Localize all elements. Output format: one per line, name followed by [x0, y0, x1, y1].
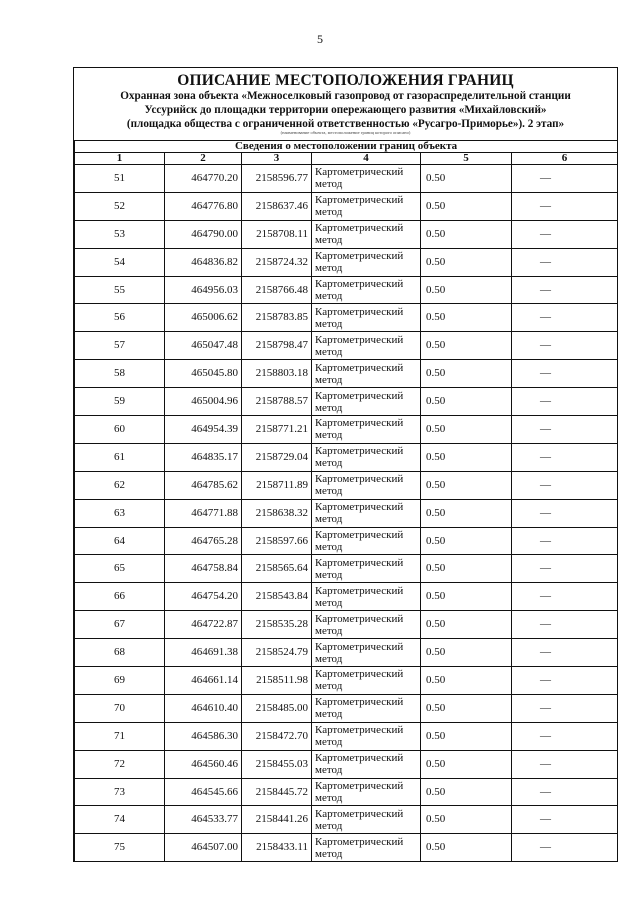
table-row — [75, 722, 618, 750]
point-number-cell: 62 — [75, 471, 165, 499]
method-cell: Картометрический метод — [312, 416, 421, 444]
y-coordinate-cell: 2158524.79 — [242, 639, 312, 667]
method-cell: Картометрический метод — [312, 443, 421, 471]
x-coordinate-cell: 464790.00 — [165, 220, 242, 248]
description-cell: — — [512, 388, 618, 416]
y-coordinate-cell: 2158535.28 — [242, 611, 312, 639]
table-row — [75, 304, 618, 332]
x-coordinate-cell: 464956.03 — [165, 276, 242, 304]
accuracy-cell: 0.50 — [421, 611, 512, 639]
table-row — [75, 192, 618, 220]
description-cell: — — [512, 583, 618, 611]
point-number-cell: 54 — [75, 248, 165, 276]
description-cell: — — [512, 443, 618, 471]
method-cell: Картометрический метод — [312, 360, 421, 388]
description-cell: — — [512, 471, 618, 499]
x-coordinate-cell: 464661.14 — [165, 667, 242, 695]
y-coordinate-cell: 2158441.26 — [242, 806, 312, 834]
accuracy-cell: 0.50 — [421, 583, 512, 611]
accuracy-cell: 0.50 — [421, 416, 512, 444]
description-cell: — — [512, 694, 618, 722]
accuracy-cell: 0.50 — [421, 471, 512, 499]
description-cell: — — [512, 667, 618, 695]
method-cell: Картометрический метод — [312, 248, 421, 276]
column-number-row — [75, 153, 618, 165]
accuracy-cell: 0.50 — [421, 667, 512, 695]
table-row — [75, 611, 618, 639]
method-cell: Картометрический метод — [312, 388, 421, 416]
point-number-cell: 51 — [75, 165, 165, 193]
accuracy-cell: 0.50 — [421, 360, 512, 388]
description-cell: — — [512, 639, 618, 667]
point-number-cell: 66 — [75, 583, 165, 611]
method-cell: Картометрический метод — [312, 471, 421, 499]
accuracy-cell: 0.50 — [421, 388, 512, 416]
table-row — [75, 220, 618, 248]
description-cell: — — [512, 722, 618, 750]
column-number: 2 — [165, 153, 242, 165]
method-cell: Картометрический метод — [312, 722, 421, 750]
y-coordinate-cell: 2158565.64 — [242, 555, 312, 583]
table-row — [75, 555, 618, 583]
method-cell: Картометрический метод — [312, 332, 421, 360]
x-coordinate-cell: 464785.62 — [165, 471, 242, 499]
x-coordinate-cell: 464771.88 — [165, 499, 242, 527]
document-header — [74, 68, 617, 140]
y-coordinate-cell: 2158803.18 — [242, 360, 312, 388]
accuracy-cell: 0.50 — [421, 834, 512, 862]
x-coordinate-cell: 464507.00 — [165, 834, 242, 862]
description-cell: — — [512, 304, 618, 332]
description-cell: — — [512, 192, 618, 220]
y-coordinate-cell: 2158433.11 — [242, 834, 312, 862]
column-number: 3 — [242, 153, 312, 165]
description-cell: — — [512, 276, 618, 304]
column-number: 1 — [75, 153, 165, 165]
table-row — [75, 750, 618, 778]
y-coordinate-cell: 2158472.70 — [242, 722, 312, 750]
y-coordinate-cell: 2158597.66 — [242, 527, 312, 555]
table-row — [75, 388, 618, 416]
table-row — [75, 248, 618, 276]
document-frame — [73, 67, 618, 862]
method-cell: Картометрический метод — [312, 527, 421, 555]
description-cell: — — [512, 220, 618, 248]
y-coordinate-cell: 2158511.98 — [242, 667, 312, 695]
y-coordinate-cell: 2158798.47 — [242, 332, 312, 360]
x-coordinate-cell: 464533.77 — [165, 806, 242, 834]
object-name-line-2: Уссурийск до площадки территории опережающего развития «Михайловский» — [144, 104, 547, 116]
y-coordinate-cell: 2158711.89 — [242, 471, 312, 499]
method-cell: Картометрический метод — [312, 499, 421, 527]
x-coordinate-cell: 464691.38 — [165, 639, 242, 667]
point-number-cell: 60 — [75, 416, 165, 444]
table-row — [75, 165, 618, 193]
point-number-cell: 72 — [75, 750, 165, 778]
description-cell: — — [512, 611, 618, 639]
accuracy-cell: 0.50 — [421, 443, 512, 471]
point-number-cell: 74 — [75, 806, 165, 834]
method-cell: Картометрический метод — [312, 192, 421, 220]
y-coordinate-cell: 2158708.11 — [242, 220, 312, 248]
page-number: 5 — [317, 32, 323, 46]
x-coordinate-cell: 465004.96 — [165, 388, 242, 416]
y-coordinate-cell: 2158596.77 — [242, 165, 312, 193]
table-row — [75, 834, 618, 862]
x-coordinate-cell: 464545.66 — [165, 778, 242, 806]
column-number: 5 — [421, 153, 512, 165]
y-coordinate-cell: 2158771.21 — [242, 416, 312, 444]
point-number-cell: 53 — [75, 220, 165, 248]
x-coordinate-cell: 465006.62 — [165, 304, 242, 332]
table-row — [75, 416, 618, 444]
method-cell: Картометрический метод — [312, 806, 421, 834]
accuracy-cell: 0.50 — [421, 527, 512, 555]
description-cell: — — [512, 806, 618, 834]
y-coordinate-cell: 2158783.85 — [242, 304, 312, 332]
x-coordinate-cell: 464586.30 — [165, 722, 242, 750]
accuracy-cell: 0.50 — [421, 694, 512, 722]
method-cell: Картометрический метод — [312, 276, 421, 304]
column-number: 6 — [512, 153, 618, 165]
point-number-cell: 61 — [75, 443, 165, 471]
point-number-cell: 65 — [75, 555, 165, 583]
accuracy-cell: 0.50 — [421, 806, 512, 834]
accuracy-cell: 0.50 — [421, 220, 512, 248]
table-row — [75, 639, 618, 667]
method-cell: Картометрический метод — [312, 667, 421, 695]
boundary-coordinates-table — [74, 140, 618, 862]
table-row — [75, 332, 618, 360]
table-row — [75, 583, 618, 611]
point-number-cell: 64 — [75, 527, 165, 555]
method-cell: Картометрический метод — [312, 583, 421, 611]
table-row — [75, 443, 618, 471]
accuracy-cell: 0.50 — [421, 555, 512, 583]
point-number-cell: 52 — [75, 192, 165, 220]
x-coordinate-cell: 464610.40 — [165, 694, 242, 722]
x-coordinate-cell: 465047.48 — [165, 332, 242, 360]
description-cell: — — [512, 248, 618, 276]
document-title: ОПИСАНИЕ МЕСТОПОЛОЖЕНИЯ ГРАНИЦ — [177, 72, 514, 89]
point-number-cell: 57 — [75, 332, 165, 360]
description-cell: — — [512, 499, 618, 527]
point-number-cell: 67 — [75, 611, 165, 639]
y-coordinate-cell: 2158724.32 — [242, 248, 312, 276]
description-cell: — — [512, 527, 618, 555]
accuracy-cell: 0.50 — [421, 778, 512, 806]
accuracy-cell: 0.50 — [421, 499, 512, 527]
x-coordinate-cell: 465045.80 — [165, 360, 242, 388]
description-cell: — — [512, 165, 618, 193]
description-cell: — — [512, 416, 618, 444]
y-coordinate-cell: 2158638.32 — [242, 499, 312, 527]
table-row — [75, 360, 618, 388]
object-name-line-3: (площадка общества с ограниченной ответственностью «Русагро-Приморье»). 2 этап» — [126, 118, 565, 130]
y-coordinate-cell: 2158543.84 — [242, 583, 312, 611]
method-cell: Картометрический метод — [312, 220, 421, 248]
table-row — [75, 276, 618, 304]
table-row — [75, 471, 618, 499]
table-row — [75, 499, 618, 527]
section-title-row — [75, 141, 618, 153]
accuracy-cell: 0.50 — [421, 192, 512, 220]
description-cell: — — [512, 332, 618, 360]
table-row — [75, 527, 618, 555]
description-cell: — — [512, 834, 618, 862]
x-coordinate-cell: 464770.20 — [165, 165, 242, 193]
y-coordinate-cell: 2158766.48 — [242, 276, 312, 304]
object-name-line-1: Охранная зона объекта «Межноселковый газопровод от газораспределительной станции — [120, 90, 571, 102]
y-coordinate-cell: 2158729.04 — [242, 443, 312, 471]
point-number-cell: 73 — [75, 778, 165, 806]
accuracy-cell: 0.50 — [421, 722, 512, 750]
accuracy-cell: 0.50 — [421, 165, 512, 193]
point-number-cell: 71 — [75, 722, 165, 750]
x-coordinate-cell: 464776.80 — [165, 192, 242, 220]
table-row — [75, 806, 618, 834]
description-cell: — — [512, 360, 618, 388]
point-number-cell: 59 — [75, 388, 165, 416]
y-coordinate-cell: 2158788.57 — [242, 388, 312, 416]
x-coordinate-cell: 464754.20 — [165, 583, 242, 611]
point-number-cell: 56 — [75, 304, 165, 332]
method-cell: Картометрический метод — [312, 165, 421, 193]
x-coordinate-cell: 464560.46 — [165, 750, 242, 778]
point-number-cell: 70 — [75, 694, 165, 722]
description-cell: — — [512, 750, 618, 778]
object-name-caption: (наименование объекта, местоположение границ которого описано) — [280, 130, 411, 135]
x-coordinate-cell: 464722.87 — [165, 611, 242, 639]
method-cell: Картометрический метод — [312, 778, 421, 806]
accuracy-cell: 0.50 — [421, 304, 512, 332]
method-cell: Картометрический метод — [312, 611, 421, 639]
x-coordinate-cell: 464954.39 — [165, 416, 242, 444]
x-coordinate-cell: 464758.84 — [165, 555, 242, 583]
accuracy-cell: 0.50 — [421, 639, 512, 667]
section-title: Сведения о местоположении границ объекта — [75, 141, 618, 153]
point-number-cell: 63 — [75, 499, 165, 527]
method-cell: Картометрический метод — [312, 694, 421, 722]
x-coordinate-cell: 464765.28 — [165, 527, 242, 555]
table-row — [75, 667, 618, 695]
table-row — [75, 694, 618, 722]
accuracy-cell: 0.50 — [421, 276, 512, 304]
y-coordinate-cell: 2158455.03 — [242, 750, 312, 778]
point-number-cell: 75 — [75, 834, 165, 862]
point-number-cell: 55 — [75, 276, 165, 304]
point-number-cell: 68 — [75, 639, 165, 667]
accuracy-cell: 0.50 — [421, 332, 512, 360]
method-cell: Картометрический метод — [312, 639, 421, 667]
column-number: 4 — [312, 153, 421, 165]
x-coordinate-cell: 464836.82 — [165, 248, 242, 276]
table-row — [75, 778, 618, 806]
x-coordinate-cell: 464835.17 — [165, 443, 242, 471]
description-cell: — — [512, 555, 618, 583]
method-cell: Картометрический метод — [312, 834, 421, 862]
accuracy-cell: 0.50 — [421, 750, 512, 778]
y-coordinate-cell: 2158637.46 — [242, 192, 312, 220]
method-cell: Картометрический метод — [312, 555, 421, 583]
y-coordinate-cell: 2158445.72 — [242, 778, 312, 806]
accuracy-cell: 0.50 — [421, 248, 512, 276]
description-cell: — — [512, 778, 618, 806]
method-cell: Картометрический метод — [312, 750, 421, 778]
y-coordinate-cell: 2158485.00 — [242, 694, 312, 722]
method-cell: Картометрический метод — [312, 304, 421, 332]
point-number-cell: 58 — [75, 360, 165, 388]
point-number-cell: 69 — [75, 667, 165, 695]
